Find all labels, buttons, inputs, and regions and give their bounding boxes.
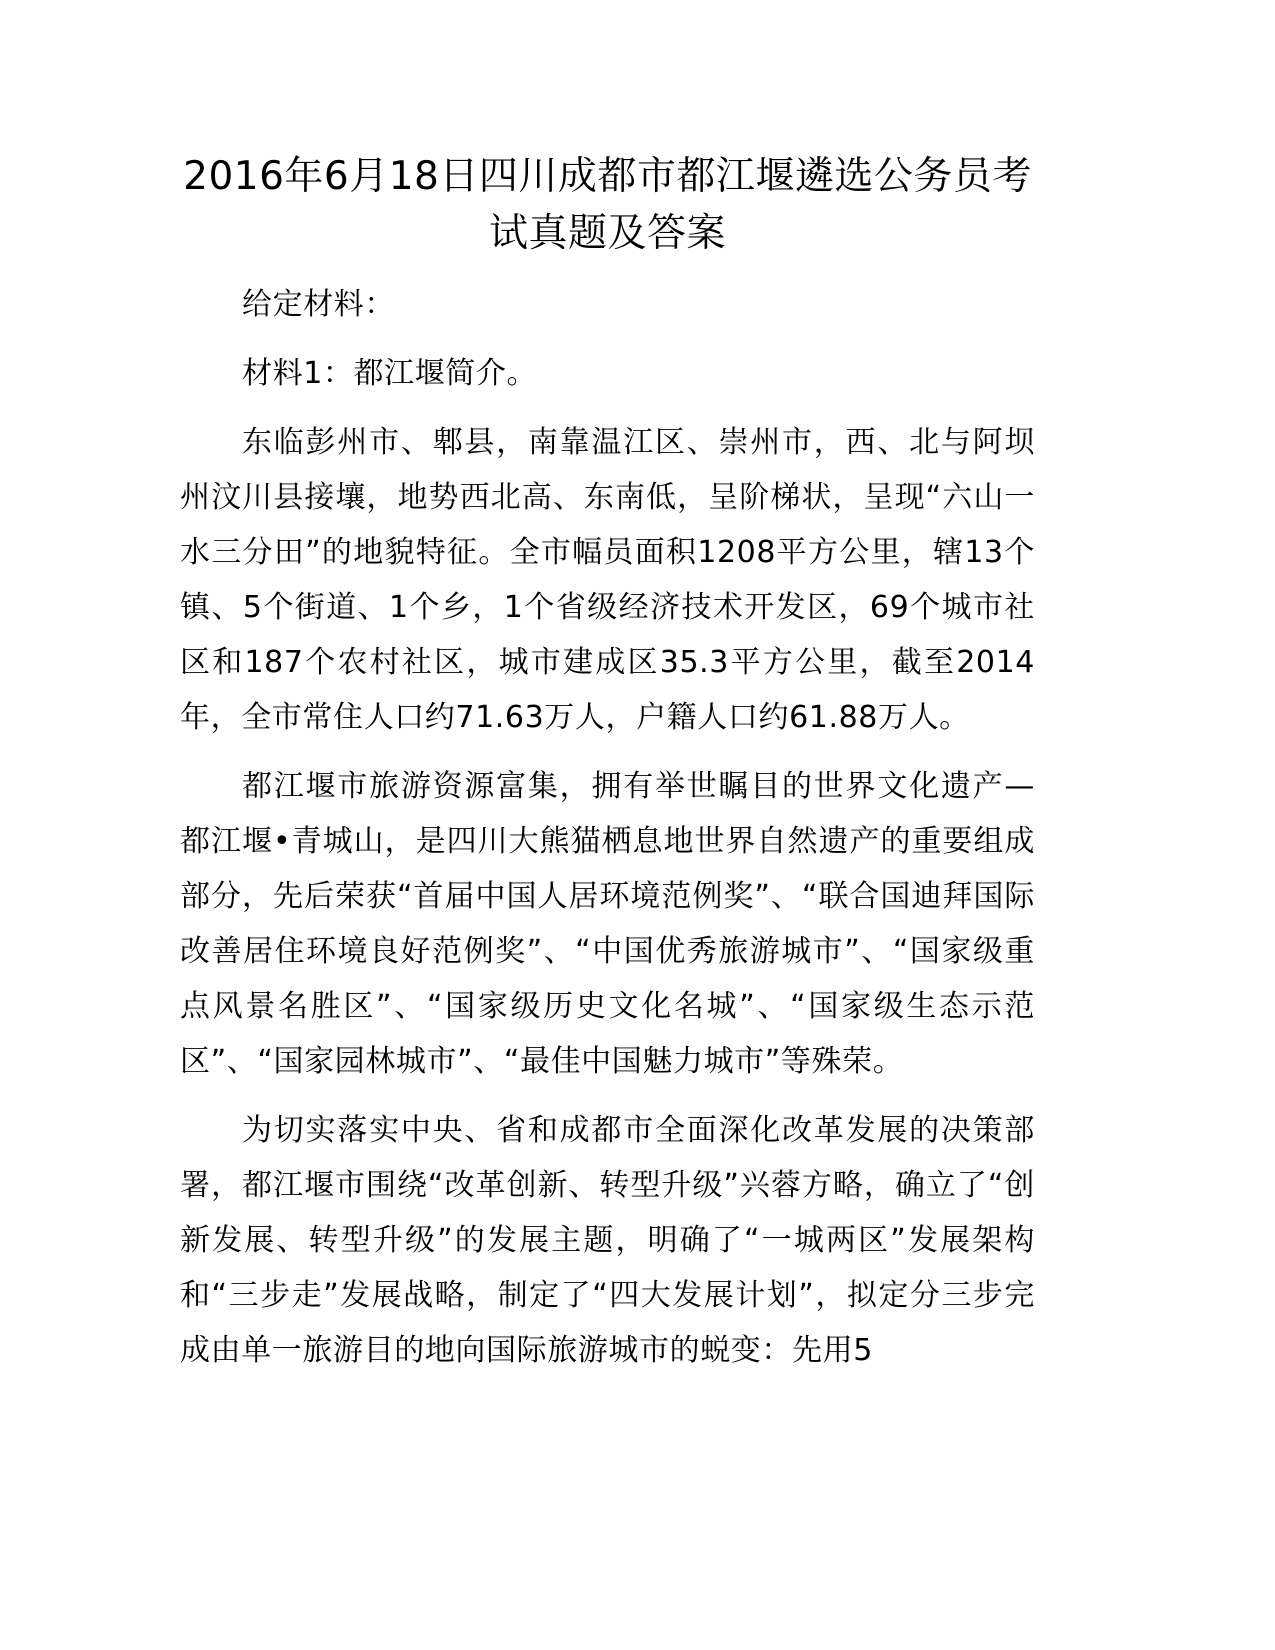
paragraph-tourism: 都江堰市旅游资源富集，拥有举世瞩目的世界文化遗产—都江堰•青城山，是四川大熊猫栖息地世界自然遗产的重要组成部分，先后荣获“首届中国人居环境范例奖”、“联合国迪拜国际改善居住环境良好范例奖”、“中国优秀旅游城市”、“国家级重点风景名胜区”、“国家级历史文化名城”、“国家级生态示范区”、“国家园林城市”、“最佳中国魅力城市”等殊荣。 (180, 769, 1035, 1079)
paragraph-strategy: 为切实落实中央、省和成都市全面深化改革发展的决策部署，都江堰市围绕“改革创新、转型升级”兴蓉方略，确立了“创新发展、转型升级”的发展主题，明确了“一城两区”发展架构和“三步走”发展战略，制定了“四大发展计划”，拟定分三步完成由单一旅游目的地向国际旅游城市的蜕变：先用5 (180, 1113, 1035, 1368)
document-page (180, 148, 1035, 1378)
material-1-heading: 材料1：都江堰简介。 (242, 356, 538, 391)
document-title: 2016年6月18日四川成都市都江堰遴选公务员考试真题及答案 (183, 154, 1032, 256)
given-materials-label: 给定材料： (242, 287, 395, 322)
paragraph-geography: 东临彭州市、郫县，南靠温江区、崇州市，西、北与阿坝州汶川县接壤，地势西北高、东南低，呈阶梯状，呈现“六山一水三分田”的地貌特征。全市幅员面积1208平方公里，辖13个镇、5个街道、1个乡，1个省级经济技术开发区，69个城市社区和187个农村社区，城市建成区35.3平方公里，截至2014年，全市常住人口约71.63万人，户籍人口约61.88万人。 (180, 425, 1035, 735)
